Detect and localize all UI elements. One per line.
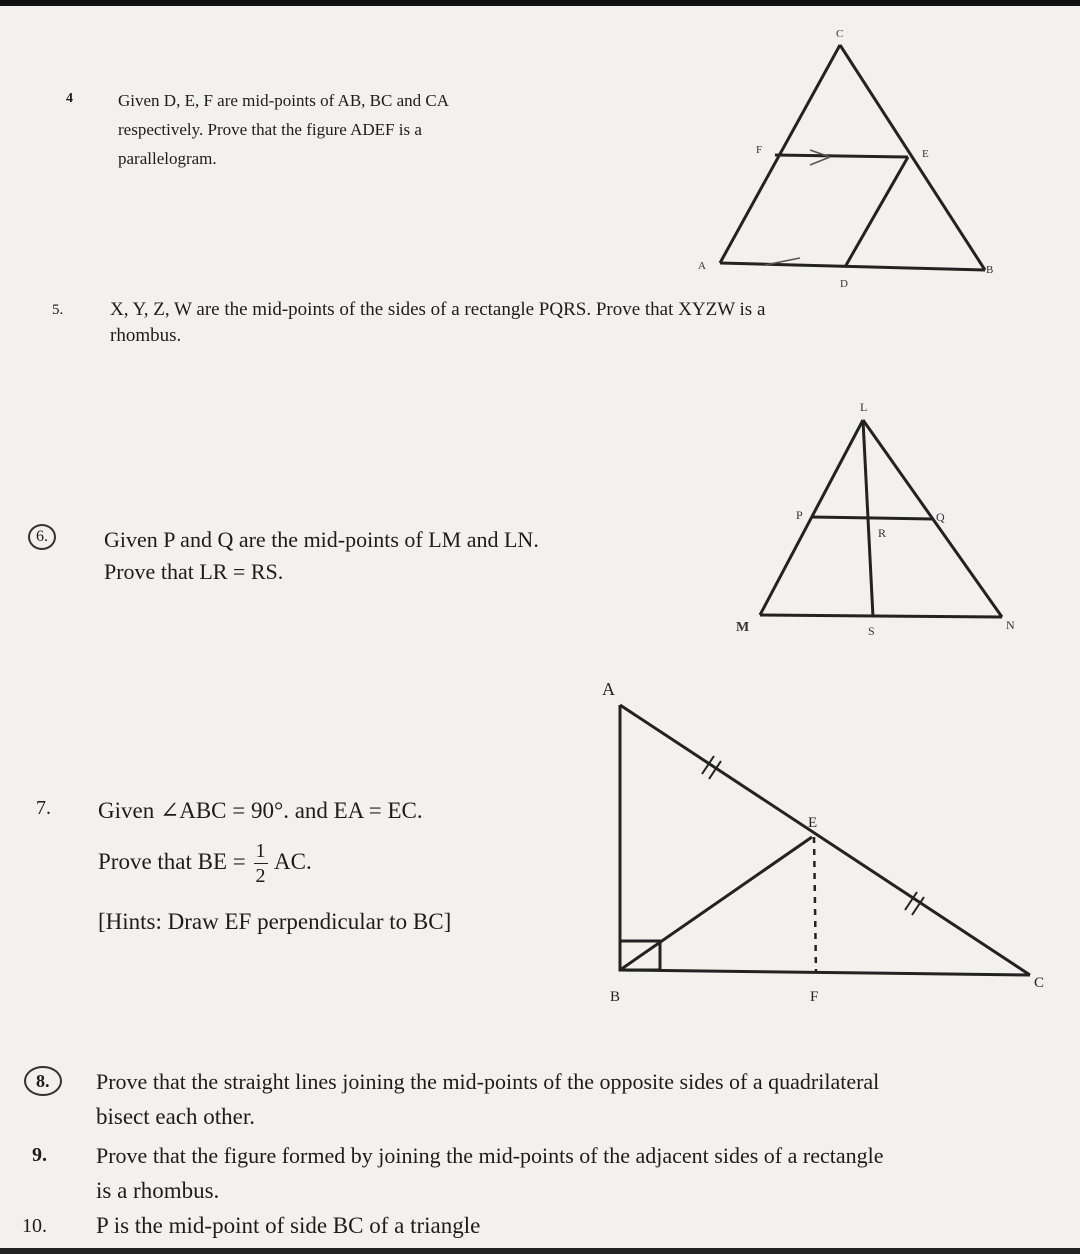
problem-6 — [28, 524, 539, 588]
problem-5 — [52, 297, 765, 349]
problem-text-line: rhombus. — [110, 325, 182, 346]
problem-number: 9. — [32, 1144, 47, 1166]
problem-text-line: is a rhombus. — [96, 1178, 220, 1203]
problem-number: 4 — [66, 91, 73, 106]
problem-text-line: Given ∠ABC = 90°. and EA = EC. — [98, 798, 423, 823]
problem-7 — [36, 795, 451, 937]
vertex-label: E — [808, 815, 818, 831]
problem-text-line: bisect each other. — [96, 1104, 256, 1129]
problem-10 — [22, 1210, 480, 1242]
problem-9 — [24, 1138, 884, 1208]
figure-4-triangle — [690, 25, 1010, 295]
problem-8 — [24, 1064, 879, 1134]
vertex-label: N — [1006, 618, 1015, 632]
vertex-label: R — [878, 526, 887, 540]
figure-6-triangle — [730, 395, 1030, 645]
vertex-label: M — [736, 620, 750, 635]
page-bottom-edge — [0, 1248, 1080, 1254]
problem-text-line: P is the mid-point of side BC of a triangle — [96, 1213, 481, 1238]
vertex-label: A — [698, 260, 706, 272]
figure-7-right-triangle — [590, 675, 1060, 1015]
vertex-label: D — [840, 278, 848, 290]
problem-text-line: parallelogram. — [118, 149, 217, 168]
problem-text-line: Prove that the straight lines joining the mid-points of the opposite sides of a quadrilateral — [96, 1069, 880, 1094]
problem-text-line: Prove that the figure formed by joining the mid-points of the adjacent sides of a rectangle — [96, 1143, 884, 1168]
problem-text-line: Prove that LR = RS. — [104, 559, 284, 584]
hint-text: [Hints: Draw EF perpendicular to BC] — [98, 909, 452, 934]
fraction-denominator: 2 — [255, 865, 266, 887]
vertex-label: B — [610, 989, 621, 1005]
page-top-edge — [0, 0, 1080, 6]
vertex-label: B — [986, 264, 994, 276]
prove-suffix: AC. — [274, 848, 312, 874]
vertex-label: E — [922, 148, 929, 160]
vertex-label: A — [602, 679, 615, 699]
vertex-label: Q — [936, 510, 945, 524]
vertex-label: L — [860, 400, 868, 414]
problem-text-line: Given P and Q are the mid-points of LM and LN. — [104, 527, 539, 552]
problem-number: 6. — [28, 524, 56, 550]
vertex-label: P — [796, 508, 803, 522]
prove-prefix: Prove that BE = — [98, 848, 246, 874]
problem-number: 8. — [24, 1066, 62, 1096]
vertex-label: F — [756, 144, 763, 156]
fraction-bar — [254, 863, 268, 864]
problem-text-line: respectively. Prove that the figure ADEF is a — [118, 120, 422, 139]
problem-text-line — [98, 841, 451, 907]
vertex-label: C — [1034, 975, 1045, 991]
problem-4 — [60, 86, 449, 173]
fraction-numerator: 1 — [255, 840, 266, 862]
problem-number: 5. — [52, 302, 64, 318]
vertex-label: F — [810, 989, 819, 1005]
problem-number: 10. — [22, 1215, 47, 1237]
problem-text-line: Given D, E, F are mid-points of AB, BC and CA — [118, 91, 450, 110]
problem-number: 7. — [36, 797, 51, 819]
fraction — [254, 841, 268, 886]
problem-text-line: X, Y, Z, W are the mid-points of the sides of a rectangle PQRS. Prove that XYZW is a — [110, 299, 766, 320]
vertex-label: S — [868, 624, 875, 638]
vertex-label: C — [836, 28, 844, 40]
